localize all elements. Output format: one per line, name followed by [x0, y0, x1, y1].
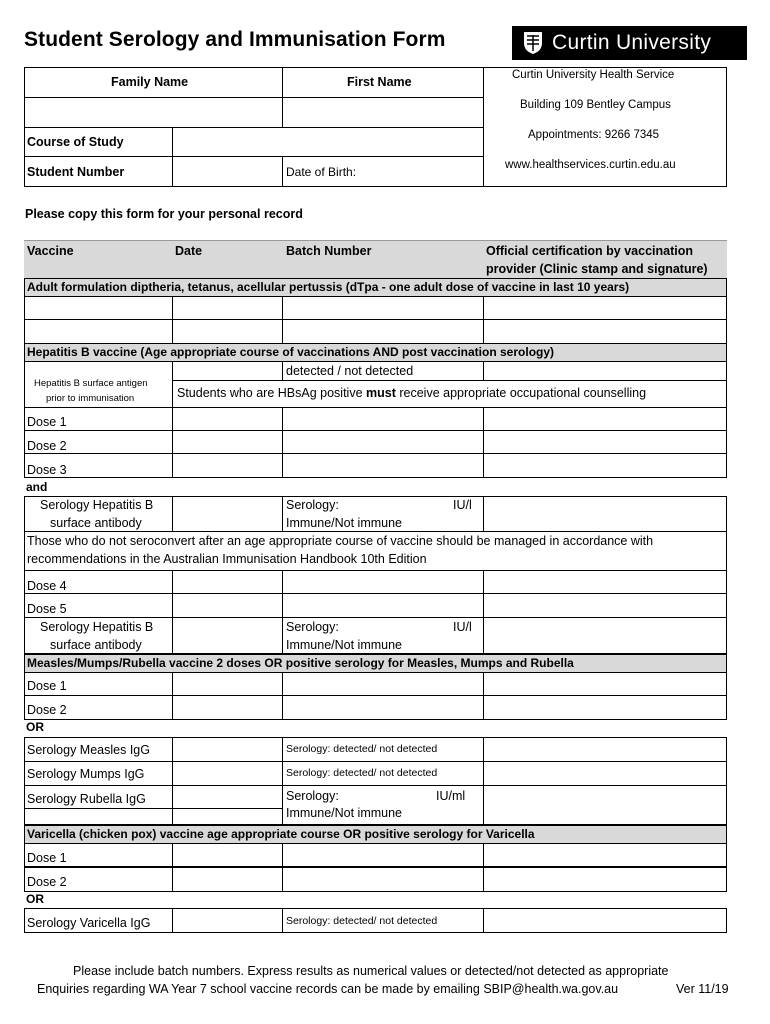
mmr-dose-2-row-cell[interactable]: [282, 695, 484, 720]
student-number-label: Student Number: [27, 165, 125, 179]
hepb-dose-4-row-cell[interactable]: [172, 570, 283, 594]
var-dose-1-row-cell[interactable]: [282, 843, 484, 867]
mmr-dose-2-row-cell[interactable]: [483, 695, 727, 720]
sero-rubella-blank-cell: [24, 808, 173, 825]
var-dose-1-row-cell[interactable]: [172, 843, 283, 867]
section-hepb: Hepatitis B vaccine (Age appropriate course of vaccinations AND post vaccination serology): [27, 345, 555, 359]
sero-hepb-label: surface antibody: [50, 638, 142, 652]
hepb-dose-4-row-cell[interactable]: [282, 570, 484, 594]
copy-note: Please copy this form for your personal record: [25, 207, 303, 221]
serology-label: Serology:: [286, 620, 339, 634]
hepb-dose-3-row-cell[interactable]: [282, 453, 484, 478]
hepb-dose-4-row-cell[interactable]: [483, 570, 727, 594]
and-label: and: [26, 480, 48, 494]
hbsag-label: prior to immunisation: [46, 393, 135, 404]
dob-label: Date of Birth:: [286, 165, 357, 179]
hbsag-note: Students who are HBsAg positive must receive appropriate occupational counselling: [177, 386, 647, 400]
hepb-dose-1-row-cell[interactable]: [483, 407, 727, 431]
iul-unit: IU/l: [453, 498, 472, 512]
sero-hepb-2-cert-cell[interactable]: [483, 617, 727, 654]
hbsag-label: Hepatitis B surface antigen: [34, 378, 148, 389]
or-label: OR: [26, 892, 44, 906]
var-dose-2-row-cell[interactable]: [282, 867, 484, 892]
hepb-dose-5-label: Dose 5: [27, 602, 67, 616]
service-line: Appointments: 9266 7345: [528, 129, 660, 141]
sero-rubella-cert-cell[interactable]: [483, 785, 727, 825]
footer-note: Please include batch numbers. Express results as numerical values or detected/not detected as appropriate: [73, 964, 669, 978]
dtpa-dose-1-row-cell: [24, 296, 173, 320]
sero-hepb-label: surface antibody: [50, 516, 142, 530]
section-dtpa: Adult formulation diptheria, tetanus, acellular pertussis (dTpa - one adult dose of vaccine in last 10 years): [27, 280, 630, 294]
section-mmr: Measles/Mumps/Rubella vaccine 2 doses OR positive serology for Measles, Mumps and Rubella: [27, 656, 574, 670]
hepb-dose-3-label: Dose 3: [27, 463, 67, 477]
shield-icon: [522, 31, 544, 55]
logo-text: Curtin University: [552, 31, 712, 54]
var-dose-1-label: Dose 1: [27, 851, 67, 865]
sero-rubella-date-cell[interactable]: [172, 785, 283, 809]
sero-detected-label: Serology: detected/ not detected: [286, 915, 438, 927]
mmr-dose-2-label: Dose 2: [27, 703, 67, 717]
hepb-dose-2-row-cell[interactable]: [483, 430, 727, 454]
sero-mumps-row-cell[interactable]: [172, 761, 283, 786]
version-label: Ver 11/19: [676, 982, 729, 996]
sero-detected-label: Serology: detected/ not detected: [286, 743, 438, 755]
dtpa-dose-2-row-cell[interactable]: [282, 319, 484, 344]
var-dose-2-row-cell[interactable]: [172, 867, 283, 892]
first-name-field[interactable]: [282, 97, 484, 128]
dtpa-dose-2-row-cell: [24, 319, 173, 344]
dtpa-dose-1-row-cell[interactable]: [483, 296, 727, 320]
var-dose-2-row-cell[interactable]: [483, 867, 727, 892]
sero-measles-row-cell[interactable]: [172, 737, 283, 762]
sero-rubella-blank-cell[interactable]: [172, 808, 283, 825]
sero-hepb-date-cell[interactable]: [172, 496, 283, 532]
iul-unit: IU/l: [453, 620, 472, 634]
hepb-dose-5-row-cell[interactable]: [172, 593, 283, 618]
sero-hepb-2-date-cell[interactable]: [172, 617, 283, 654]
sero-hepb-label: Serology Hepatitis B: [40, 620, 154, 634]
immune-label: Immune/Not immune: [286, 516, 403, 530]
course-field[interactable]: [172, 127, 484, 157]
dtpa-dose-2-row-cell[interactable]: [172, 319, 283, 344]
hepb-dose-1-label: Dose 1: [27, 415, 67, 429]
form-title: Student Serology and Immunisation Form: [24, 28, 446, 51]
sero-varicella-row-cell[interactable]: [483, 908, 727, 933]
sero-rubella-label: Serology Rubella IgG: [27, 792, 146, 806]
hepb-dose-2-row-cell[interactable]: [282, 430, 484, 454]
family-name-field[interactable]: [24, 97, 283, 128]
mmr-dose-2-row-cell[interactable]: [172, 695, 283, 720]
col-date: Date: [175, 244, 203, 258]
dtpa-dose-1-row-cell[interactable]: [172, 296, 283, 320]
sero-mumps-row-cell[interactable]: [483, 761, 727, 786]
mmr-dose-1-row-cell[interactable]: [282, 672, 484, 696]
hepb-dose-4-label: Dose 4: [27, 579, 67, 593]
hbsag-cert-cell[interactable]: [483, 361, 727, 381]
hepb-dose-2-row-cell[interactable]: [172, 430, 283, 454]
seroconvert-note: recommendations in the Australian Immunisation Handbook 10th Edition: [27, 552, 427, 566]
sero-varicella-label: Serology Varicella IgG: [27, 916, 151, 930]
hepb-dose-3-row-cell[interactable]: [483, 453, 727, 478]
seroconvert-note: Those who do not seroconvert after an age appropriate course of vaccine should be managed in accordance with: [27, 534, 654, 548]
service-line: Curtin University Health Service: [512, 69, 675, 81]
sero-hepb-cert-cell[interactable]: [483, 496, 727, 532]
dtpa-dose-2-row-cell[interactable]: [483, 319, 727, 344]
hepb-dose-5-row-cell[interactable]: [483, 593, 727, 618]
col-certification: Official certification by vaccination: [486, 244, 694, 258]
mmr-dose-1-label: Dose 1: [27, 679, 67, 693]
mmr-dose-1-row-cell[interactable]: [483, 672, 727, 696]
hepb-dose-1-row-cell[interactable]: [282, 407, 484, 431]
sero-measles-label: Serology Measles IgG: [27, 743, 150, 757]
first-name-label: First Name: [347, 75, 412, 89]
immune-label: Immune/Not immune: [286, 806, 403, 820]
detected-label: detected / not detected: [286, 364, 414, 378]
sero-varicella-row-cell[interactable]: [172, 908, 283, 933]
hepb-dose-5-row-cell[interactable]: [282, 593, 484, 618]
col-batch: Batch Number: [286, 244, 372, 258]
student-number-field[interactable]: [172, 156, 283, 187]
hepb-dose-3-row-cell[interactable]: [172, 453, 283, 478]
dtpa-dose-1-row-cell[interactable]: [282, 296, 484, 320]
var-dose-1-row-cell[interactable]: [483, 843, 727, 867]
hepb-dose-2-label: Dose 2: [27, 439, 67, 453]
var-dose-2-label: Dose 2: [27, 875, 67, 889]
curtin-logo: [512, 26, 747, 60]
family-name-label: Family Name: [111, 75, 189, 89]
iuml-unit: IU/ml: [436, 789, 466, 803]
mmr-dose-1-row-cell[interactable]: [172, 672, 283, 696]
immune-label: Immune/Not immune: [286, 638, 403, 652]
section-varicella: Varicella (chicken pox) vaccine age appropriate course OR positive serology for Varicella: [27, 827, 535, 841]
serology-label: Serology:: [286, 789, 339, 803]
sero-mumps-label: Serology Mumps IgG: [27, 767, 145, 781]
footer-enquiries: Enquiries regarding WA Year 7 school vaccine records can be made by emailing SBIP@health.wa.gov.au: [37, 982, 619, 996]
sero-detected-label: Serology: detected/ not detected: [286, 767, 438, 779]
col-certification: provider (Clinic stamp and signature): [486, 262, 708, 276]
serology-label: Serology:: [286, 498, 339, 512]
or-label: OR: [26, 720, 44, 734]
sero-measles-row-cell[interactable]: [483, 737, 727, 762]
hepb-dose-1-row-cell[interactable]: [172, 407, 283, 431]
col-vaccine: Vaccine: [27, 244, 74, 258]
course-label: Course of Study: [27, 135, 124, 149]
service-line: Building 109 Bentley Campus: [520, 99, 671, 111]
sero-hepb-label: Serology Hepatitis B: [40, 498, 154, 512]
service-website[interactable]: www.healthservices.curtin.edu.au: [505, 159, 676, 171]
